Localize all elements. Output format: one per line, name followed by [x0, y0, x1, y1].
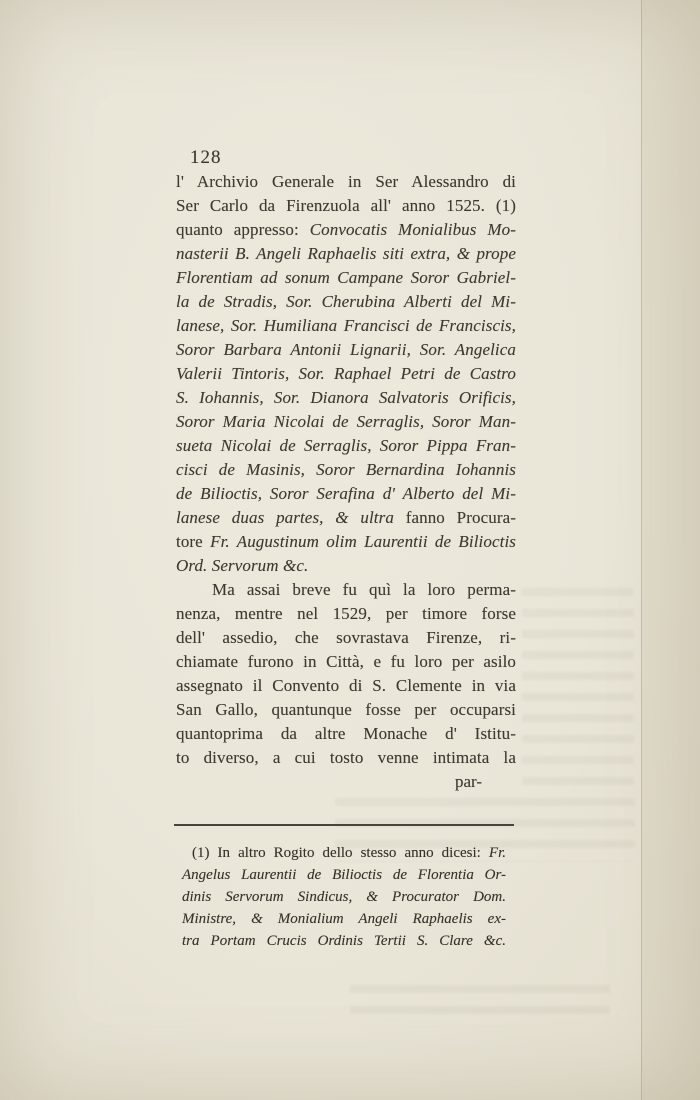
- text-line: [182, 908, 506, 930]
- footnote-divider: [174, 824, 514, 826]
- italic-text: Ministre, & Monialium Angeli Raphaelis ex-: [182, 911, 506, 927]
- paragraph: [176, 578, 516, 770]
- italic-text: Convocatis Monialibus Mo-: [309, 220, 516, 239]
- show-through-text: [350, 985, 610, 1025]
- text-line: [176, 722, 516, 746]
- page-number: 128: [190, 147, 222, 168]
- italic-text: Angelus Laurentii de Bilioctis de Florentia Or-: [182, 867, 506, 883]
- roman-text: nenza, mentre nel 1529, per timore forse: [176, 604, 516, 623]
- text-line: [182, 842, 506, 864]
- italic-text: dinis Servorum Sindicus, & Procurator Dom.: [182, 889, 506, 905]
- text-line: [176, 434, 516, 458]
- roman-text: quanto appresso:: [176, 220, 310, 239]
- text-line: [176, 242, 516, 266]
- italic-text: Valerii Tintoris, Sor. Raphael Petri de Castro: [176, 364, 516, 383]
- text-line: [176, 386, 516, 410]
- text-line: [176, 314, 516, 338]
- roman-text: (1) In altro Rogito dello stesso anno dicesi:: [192, 845, 489, 861]
- text-line: [176, 410, 516, 434]
- text-line: [176, 458, 516, 482]
- roman-text: chiamate furono in Città, e fu loro per asilo: [176, 652, 516, 671]
- italic-text: sueta Nicolai de Serraglis, Soror Pippa Fran-: [176, 436, 516, 455]
- text-line: [176, 482, 516, 506]
- italic-text: lanese, Sor. Humiliana Francisci de Franciscis,: [176, 316, 516, 335]
- footnote: [182, 842, 506, 952]
- italic-text: Ord. Servorum &c.: [176, 556, 309, 575]
- roman-text: quantoprima da altre Monache d' Istitu-: [176, 724, 516, 743]
- text-line: [176, 338, 516, 362]
- book-page: [176, 146, 516, 952]
- text-line: [176, 554, 516, 578]
- text-line: [176, 506, 516, 530]
- text-line: [176, 266, 516, 290]
- text-line: [176, 218, 516, 242]
- text-line: [176, 674, 516, 698]
- text-line: [176, 578, 516, 602]
- text-line: [176, 530, 516, 554]
- roman-text: l' Archivio Generale in Ser Alessandro di: [176, 172, 516, 191]
- italic-text: la de Stradis, Sor. Cherubina Alberti del Mi-: [176, 292, 516, 311]
- roman-text: dell' assedio, che sovrastava Firenze, ri-: [176, 628, 516, 647]
- roman-text: Ser Carlo da Firenzuola all' anno 1525. (1): [176, 196, 516, 215]
- text-line: [176, 290, 516, 314]
- catchword: par-: [454, 772, 482, 791]
- show-through-text: [522, 588, 634, 786]
- text-line: [176, 626, 516, 650]
- italic-text: Soror Maria Nicolai de Serraglis, Soror Man-: [176, 412, 516, 431]
- text-line: [176, 170, 516, 194]
- text-line: [176, 650, 516, 674]
- roman-text: tore: [176, 532, 211, 551]
- main-text: [176, 170, 516, 770]
- text-line: [182, 886, 506, 908]
- italic-text: nasterii B. Angeli Raphaelis siti extra, & prope: [176, 244, 516, 263]
- italic-text: tra Portam Crucis Ordinis Tertii S. Clare &c.: [182, 933, 506, 949]
- italic-text: Fr. Augustinum olim Laurentii de Bilioctis: [210, 532, 516, 551]
- page-edge-shading: [642, 0, 700, 1100]
- roman-text: assegnato il Convento di S. Clemente in via: [176, 676, 516, 695]
- catchword-row: [176, 770, 516, 794]
- italic-text: Fr.: [488, 845, 506, 861]
- text-line: [176, 194, 516, 218]
- italic-text: Soror Barbara Antonii Lignarii, Sor. Angelica: [176, 340, 516, 359]
- roman-text: fanno Procura-: [405, 508, 516, 527]
- italic-text: Florentiam ad sonum Campane Soror Gabriel-: [176, 268, 516, 287]
- text-line: [176, 602, 516, 626]
- roman-text: San Gallo, quantunque fosse per occuparsi: [176, 700, 516, 719]
- italic-text: de Bilioctis, Soror Serafina d' Alberto del Mi-: [176, 484, 516, 503]
- text-line: [182, 864, 506, 886]
- text-line: [176, 362, 516, 386]
- paragraph: [176, 170, 516, 578]
- italic-text: S. Iohannis, Sor. Dianora Salvatoris Orificis,: [176, 388, 516, 407]
- roman-text: to diverso, a cui tosto venne intimata la: [176, 748, 516, 767]
- text-line: [176, 698, 516, 722]
- text-line: [176, 746, 516, 770]
- roman-text: Ma assai breve fu quì la loro perma-: [212, 580, 516, 599]
- text-line: [182, 930, 506, 952]
- italic-text: cisci de Masinis, Soror Bernardina Iohannis: [176, 460, 516, 479]
- italic-text: lanese duas partes, & ultra: [176, 508, 406, 527]
